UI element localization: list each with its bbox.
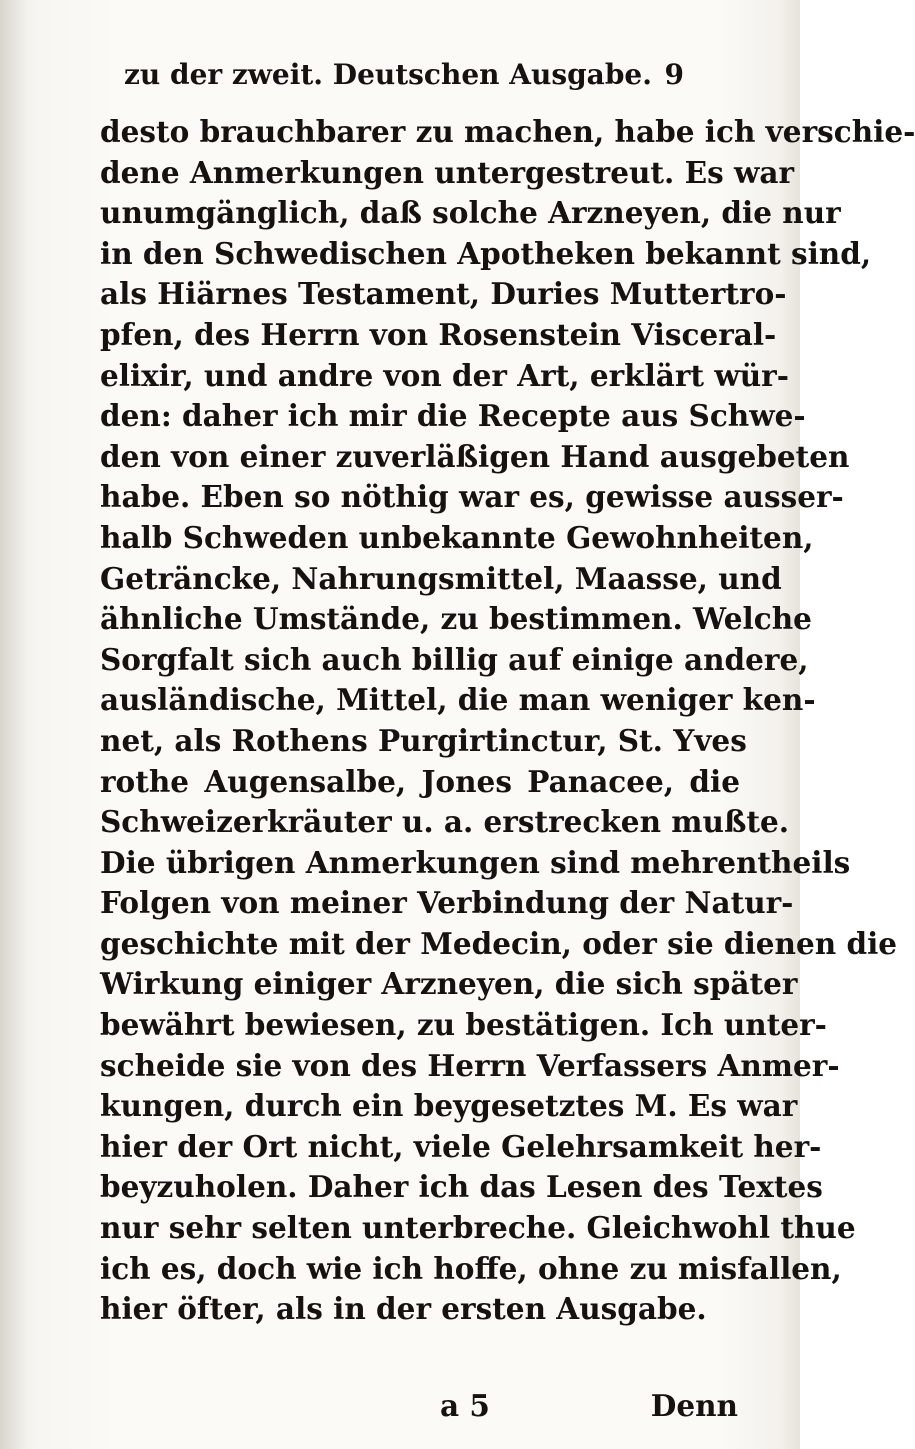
text-line: ausländische, Mittel, die man weniger ken- (100, 682, 816, 718)
text-line: hier öfter, als in der ersten Ausgabe. (100, 1291, 707, 1327)
signature-mark: a 5 (440, 1388, 490, 1423)
text-line: dene Anmerkungen untergestreut. Es war (100, 154, 794, 190)
text-line: rothe Augensalbe, Jones Panacee, die (100, 763, 740, 799)
text-line: Folgen von meiner Verbindung der Natur- (100, 885, 794, 921)
running-head (124, 58, 684, 92)
text-line: desto brauchbarer zu machen, habe ich verschie- (100, 114, 915, 149)
text-line: geschichte mit der Medecin, oder sie dienen die (100, 925, 898, 961)
text-line: bewährt bewiesen, zu bestätigen. Ich unter- (100, 1007, 827, 1043)
text-line: als Hiärnes Testament, Duries Muttertro- (100, 276, 787, 312)
catchword: Denn (650, 1388, 738, 1423)
text-line: in den Schwedischen Apotheken bekannt sind, (100, 235, 872, 271)
text-line: Schweizerkräuter u. a. erstrecken mußte. (100, 804, 790, 840)
text-line: ähnliche Umstände, zu bestimmen. Welche (100, 601, 812, 637)
text-line: unumgänglich, daß solche Arzneyen, die nur (100, 195, 841, 231)
text-line: elixir, und andre von der Art, erklärt wür- (100, 357, 789, 393)
text-line: nur sehr selten unterbreche. Gleichwohl thue (100, 1210, 856, 1246)
text-line: hier der Ort nicht, viele Gelehrsamkeit her- (100, 1128, 822, 1164)
text-line: pfen, des Herrn von Rosenstein Visceral- (100, 316, 777, 352)
text-line: Sorgfalt sich auch billig auf einige andere, (100, 641, 809, 677)
text-line: beyzuholen. Daher ich das Lesen des Textes (100, 1169, 823, 1205)
text-line: halb Schweden unbekannte Gewohnheiten, (100, 519, 814, 555)
page-edge-shadow (784, 60, 798, 120)
text-line: Die übrigen Anmerkungen sind mehrentheils (100, 844, 851, 880)
text-line: habe. Eben so nöthig war es, gewisse ausser- (100, 479, 844, 515)
text-line: Wirkung einiger Arzneyen, die sich später (100, 966, 798, 1002)
text-line: den von einer zuverläßigen Hand ausgebeten (100, 438, 850, 474)
text-line: scheide sie von des Herrn Verfassers Anmer- (100, 1047, 840, 1083)
text-line: Geträncke, Nahrungsmittel, Maasse, und (100, 560, 782, 596)
body-text (100, 112, 915, 1330)
page-number: 9 (664, 58, 684, 91)
text-line: ich es, doch wie ich hoffe, ohne zu misfallen, (100, 1250, 842, 1286)
running-head-title: zu der zweit. Deutschen Ausgabe. (124, 58, 652, 91)
text-line: den: daher ich mir die Recepte aus Schwe- (100, 398, 806, 434)
catchline (432, 1385, 738, 1427)
text-line: net, als Rothens Purgirtinctur, St. Yves (100, 722, 747, 758)
text-line: kungen, durch ein beygesetztes M. Es war (100, 1088, 798, 1124)
